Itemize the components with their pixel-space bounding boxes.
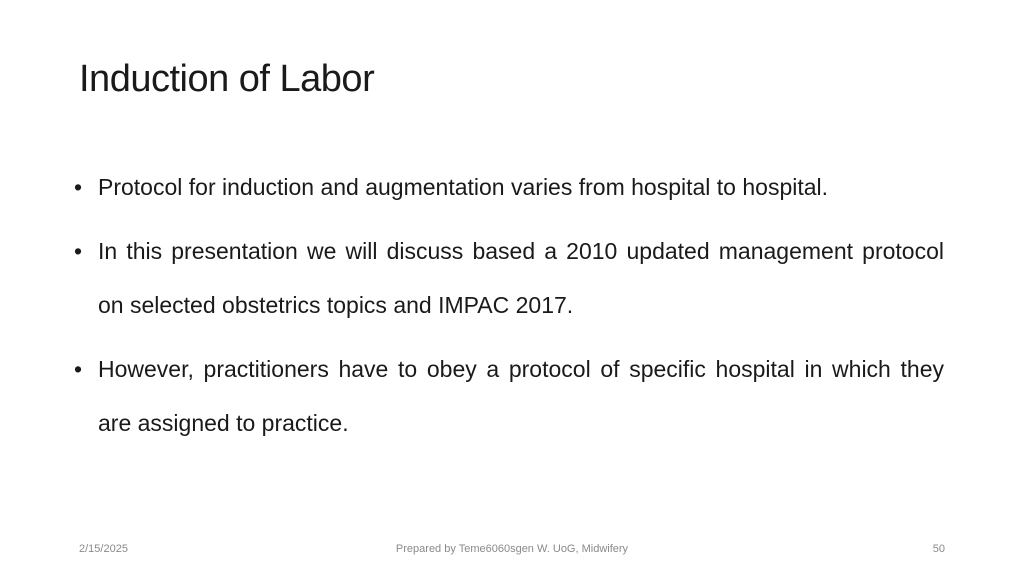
bullet-item bbox=[72, 342, 944, 450]
bullet-dot-icon: • bbox=[74, 356, 83, 382]
page-number: 50 bbox=[932, 543, 945, 555]
footer-date: 2/15/2025 bbox=[79, 543, 128, 555]
bullet-item bbox=[72, 224, 944, 332]
bullet-dot-icon: • bbox=[74, 174, 83, 200]
bullet-text: In this presentation we will discuss based a 2010 updated management protocol on selected obstetrics topics and IMPAC 2017. bbox=[98, 238, 944, 318]
bullet-item bbox=[72, 160, 944, 214]
footer-credit: Prepared by Teme6060sgen W. UoG, Midwifery bbox=[395, 543, 629, 555]
slide-title: Induction of Labor bbox=[79, 58, 375, 100]
bullet-text: Protocol for induction and augmentation varies from hospital to hospital. bbox=[98, 174, 829, 200]
bullet-text: However, practitioners have to obey a protocol of specific hospital in which they are assigned to practice. bbox=[98, 356, 944, 436]
bullet-dot-icon: • bbox=[74, 238, 83, 264]
bullet-list bbox=[72, 160, 944, 460]
